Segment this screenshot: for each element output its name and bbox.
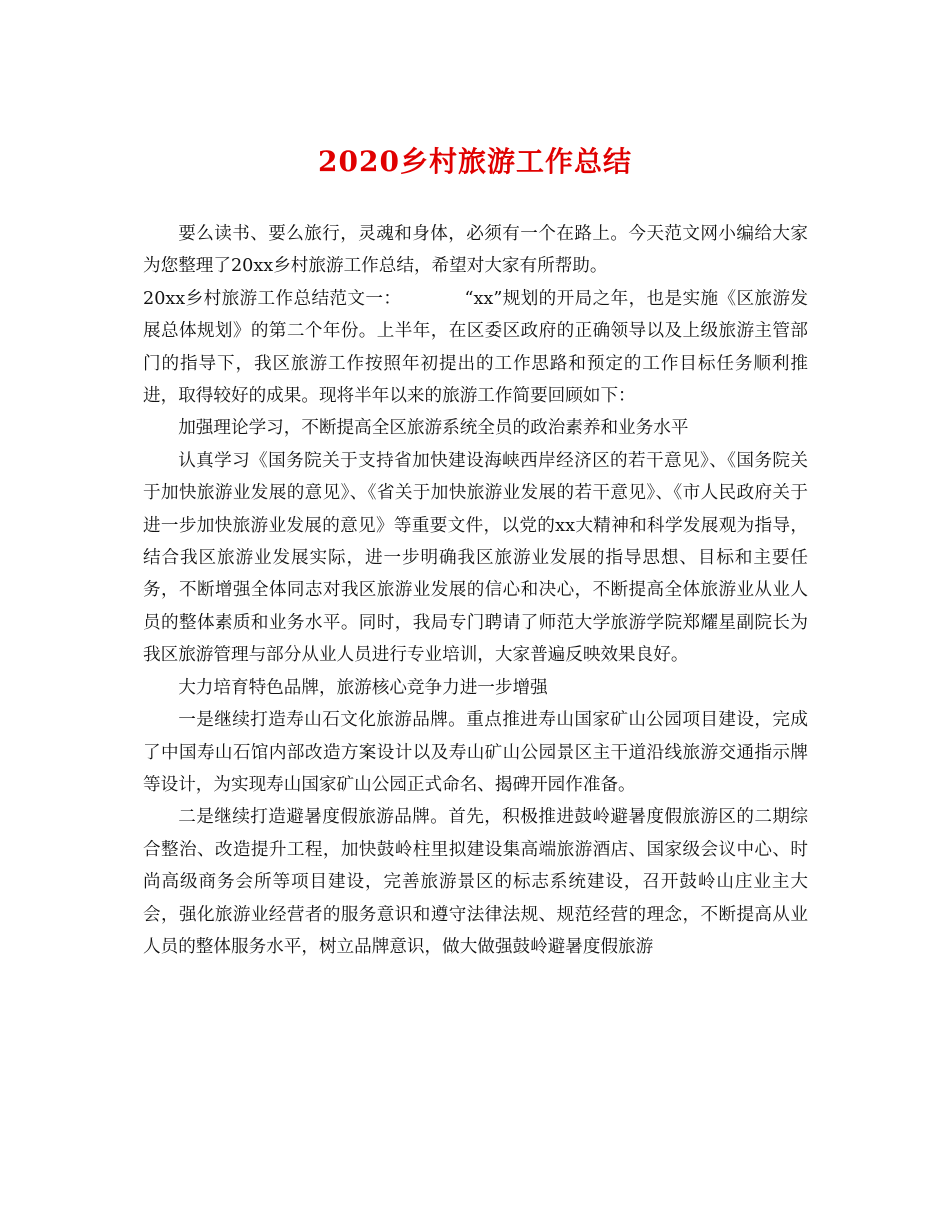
section-heading-brand: 大力培育特色品牌，旅游核心竞争力进一步增强 [178,677,548,698]
paragraph-brand-summer-resort: 二是继续打造避暑度假旅游品牌。首先，积极推进鼓岭避暑度假旅游区的二期综合整治、改造提升工程，加快鼓岭柱里拟建设集高端旅游酒店、国家级会议中心、时尚高级商务会所等项目建设，完善旅游景区的标志系统建设，召开鼓岭山庄业主大会，强化旅游业经营者的服务意识和遵守法律法规、规范经营的理念，不断提高从业人员的整体服务水平，树立品牌意识，做大做强鼓岭避暑度假旅游 [143,807,808,957]
paragraph-intro: 要么读书、要么旅行，灵魂和身体，必须有一个在路上。今天范文网小编给大家为您整理了20xx乡村旅游工作总结，希望对大家有所帮助。 [143,224,808,277]
paragraph-sample-one: 20xx乡村旅游工作总结范文一： “xx”规划的开局之年，也是实施《区旅游发展总体规划》的第二个年份。上半年，在区委区政府的正确领导以及上级旅游主管部门的指导下，我区旅游工作按照年初提出的工作思路和预定的工作目标任务顺利推进，取得较好的成果。现将半年以来的旅游工作简要回顾如下： [143,288,808,407]
paragraph-theory-study: 认真学习《国务院关于支持省加快建设海峡西岸经济区的若干意见》、《国务院关于加快旅游业发展的意见》、《省关于加快旅游业发展的若干意见》、《市人民政府关于进一步加快旅游业发展的意见》等重要文件，以党的xx大精神和科学发展观为指导，结合我区旅游业发展实际，进一步明确我区旅游业发展的指导思想、目标和主要任务，不断增强全体同志对我区旅游业发展的信心和决心，不断提高全体旅游业从业人员的整体素质和业务水平。同时，我局专门聘请了师范大学旅游学院郑耀星副院长为我区旅游管理与部分从业人员进行专业培训，大家普遍反映效果良好。 [143,450,808,666]
section-heading-theory-study: 加强理论学习，不断提高全区旅游系统全员的政治素养和业务水平 [178,418,689,439]
paragraph-brand-shoushan: 一是继续打造寿山石文化旅游品牌。重点推进寿山国家矿山公园项目建设，完成了中国寿山石馆内部改造方案设计以及寿山矿山公园景区主干道沿线旅游交通指示牌等设计，为实现寿山国家矿山公园正式命名、揭碑开园作准备。 [143,710,808,795]
document-body [143,218,808,963]
document-title: 2020乡村旅游工作总结 [318,145,632,178]
